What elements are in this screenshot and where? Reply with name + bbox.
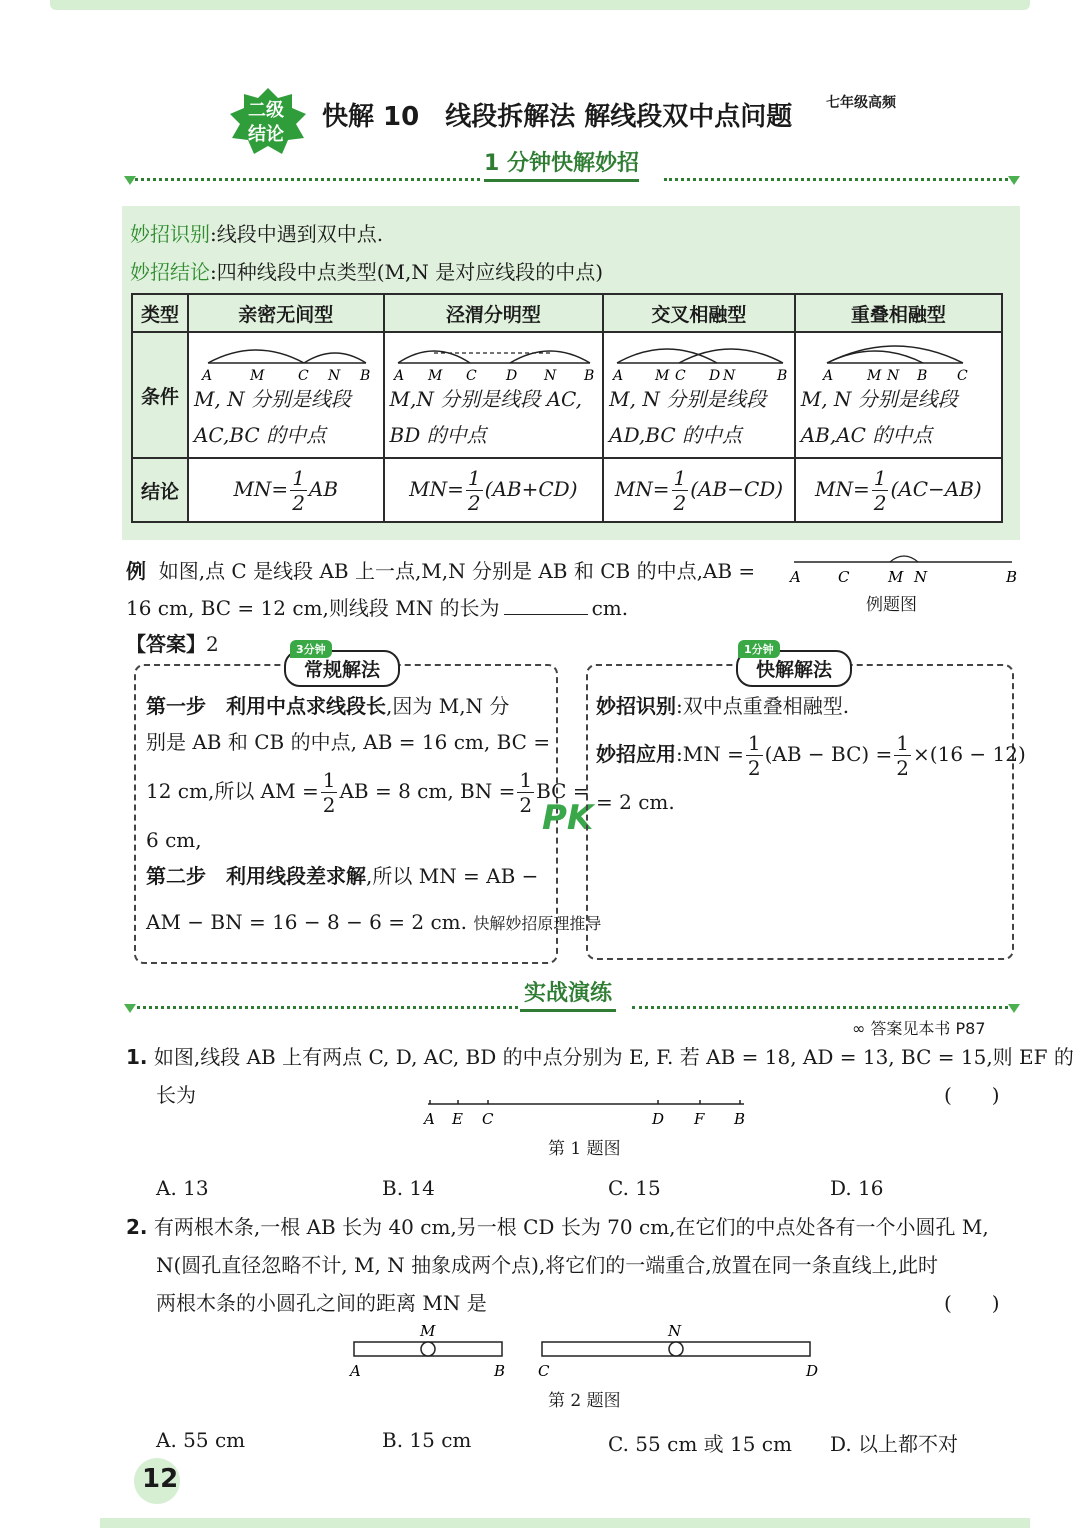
diagram-3 xyxy=(609,341,791,381)
pt-label: B xyxy=(734,1110,746,1128)
conclusion-2: MN= $\frac{1}{2}$ (AB+CD) xyxy=(384,458,604,522)
pt-label: C xyxy=(838,568,850,586)
example-line1 xyxy=(126,555,755,584)
practice-rule-right xyxy=(632,1006,1014,1009)
pt-label: N xyxy=(723,368,736,381)
subtitle: 1 分钟快解妙招 xyxy=(484,146,639,182)
example-line2 xyxy=(126,592,628,621)
type-1: 亲密无间型 xyxy=(188,294,384,332)
pt-label: B xyxy=(916,368,928,381)
pt-label: A xyxy=(201,368,213,381)
example-text-2: 16 cm, BC = 12 cm,则线段 MN 的长为 xyxy=(126,596,500,620)
section-title: 快解 10 线段拆解法 解线段双中点问题 xyxy=(322,102,793,132)
example-text-1: 如图,点 C 是线段 AB 上一点,M,N 分别是 AB 和 CB 的中点,AB = xyxy=(158,559,756,583)
pt-label: B xyxy=(494,1362,506,1380)
normal-method-title: 常规解法 xyxy=(284,650,400,687)
q1-paren: ( ) xyxy=(944,1083,1000,1107)
rule-marker-left xyxy=(124,1004,136,1013)
row-label-type: 类型 xyxy=(132,294,188,332)
example-figure xyxy=(786,550,1022,586)
pt-label: B xyxy=(1006,568,1018,586)
subtitle-rule-left xyxy=(130,178,480,181)
pt-label: N xyxy=(668,1322,682,1340)
conclusion-3: MN= $\frac{1}{2}$ (AB−CD) xyxy=(603,458,795,522)
pt-label: B xyxy=(359,368,371,381)
pt-label: D xyxy=(709,368,721,381)
page-number: 12 xyxy=(142,1464,179,1494)
midpoint-types-table xyxy=(131,293,1003,523)
pt-label: M xyxy=(427,368,442,381)
row-label-condition: 条件 xyxy=(132,332,188,458)
badge-text-2: 结论 xyxy=(248,124,284,145)
pt-label: A xyxy=(350,1362,361,1380)
condition-2-line2: BD 的中点 xyxy=(389,423,487,447)
pt-label: M xyxy=(420,1322,436,1340)
pt-label: N xyxy=(543,368,556,381)
pt-label: M xyxy=(655,368,670,381)
condition-cell-2 xyxy=(384,332,604,458)
condition-cell-4 xyxy=(795,332,1002,458)
pt-label: M xyxy=(866,368,882,381)
row-label-conclusion: 结论 xyxy=(132,458,188,522)
pt-label: M xyxy=(249,368,265,381)
type-2: 泾渭分明型 xyxy=(384,294,604,332)
normal-method-body: 第一步 利用中点求线段长,因为 M,N 分 别是 AB 和 CB 的中点, AB = 16 cm, BC = 12 cm,所以 AM = $\frac{1}{2}$ AB = 8 cm, BN = $\frac{1}{2}$ BC = 6 cm, 第二步 利用线段差求解,所以 MN = AB − AM − BN = 16 − 8 − 6 = 2 cm. 快解妙招原理推导 xyxy=(146,694,602,934)
example-label: 例 xyxy=(126,559,146,583)
condition-1-line1: M, N 分别是线段 xyxy=(193,387,352,411)
condition-cell-1 xyxy=(188,332,384,458)
rule-marker-right xyxy=(1008,1004,1020,1013)
example-text-3: cm. xyxy=(591,596,629,620)
answer-label: 【答案】 xyxy=(126,632,206,656)
pt-label: C xyxy=(297,368,309,381)
trick-conclusion-text: :四种线段中点类型(M,N 是对应线段的中点) xyxy=(210,260,604,284)
q1-caption: 第 1 题图 xyxy=(548,1139,621,1159)
type-4: 重叠相融型 xyxy=(795,294,1002,332)
pt-label: F xyxy=(694,1110,705,1128)
subtitle-rule-right xyxy=(664,178,1014,181)
quick-method-title: 快解解法 xyxy=(736,650,852,687)
pt-label: B xyxy=(777,368,788,381)
q1-option-a[interactable]: A. 13 xyxy=(156,1176,209,1200)
condition-1-line2: AC,BC 的中点 xyxy=(193,423,327,447)
q1-option-b[interactable]: B. 14 xyxy=(382,1176,435,1200)
pt-label: A xyxy=(613,368,624,381)
q2-caption: 第 2 题图 xyxy=(548,1391,621,1411)
condition-2-line1: M,N 分别是线段 AC, xyxy=(389,387,582,411)
answer-blank xyxy=(504,614,588,615)
q2: 2. 有两根木条,一根 AB 长为 40 cm,另一根 CD 长为 70 cm,在它们的中点处各有一个小圆孔 M, N(圆孔直径忽略不计, M, N 抽象成两个点),将它们的一端重合,放置在同一条直线上,此时 两根木条的小圆孔之间的距离 MN 是 xyxy=(126,1215,989,1315)
q2-paren: ( ) xyxy=(944,1291,1000,1315)
q1-figure xyxy=(420,1096,760,1130)
q2-option-b[interactable]: B. 15 cm xyxy=(382,1428,472,1452)
conclusion-1: MN= $\frac{1}{2}$ AB xyxy=(188,458,384,522)
q2-figure xyxy=(346,1320,826,1382)
pt-label: E xyxy=(452,1110,463,1128)
rule-marker-right xyxy=(1008,176,1020,185)
condition-3-line2: AD,BC 的中点 xyxy=(609,423,742,447)
q1-option-c[interactable]: C. 15 xyxy=(608,1176,661,1200)
q1-option-d[interactable]: D. 16 xyxy=(830,1176,884,1200)
grade-tag: 七年级高频 xyxy=(826,96,896,111)
pt-label: N xyxy=(327,368,341,381)
trick-identify-text: :线段中遇到双中点. xyxy=(210,222,384,246)
pk-mark: PK xyxy=(542,798,594,838)
level-badge xyxy=(226,86,310,156)
badge-text-1: 二级 xyxy=(248,100,284,121)
condition-3-line1: M, N 分别是线段 xyxy=(609,387,767,411)
pt-label: D xyxy=(652,1110,665,1128)
top-border xyxy=(50,0,1030,10)
q1: 1. 如图,线段 AB 上有两点 C, D, AC, BD 的中点分别为 E, F. 若 AB = 18, AD = 13, BC = 15,则 EF 的 长为 xyxy=(126,1045,1074,1107)
pt-label: A xyxy=(790,568,801,586)
q2-option-a[interactable]: A. 55 cm xyxy=(156,1428,246,1452)
quick-method-tag: 1分钟 xyxy=(738,640,780,658)
quick-method-body: 妙招识别:双中点重叠相融型. 妙招应用:MN = $\frac{1}{2}$ (AB − BC) = $\frac{1}{2}$ ×(16 − 12) = 2 cm. xyxy=(596,694,1026,814)
derive-note: 快解妙招原理推导 xyxy=(473,914,602,933)
pt-label: C xyxy=(482,1110,494,1128)
trick-conclusion-label: 妙招结论 xyxy=(130,260,210,284)
pt-label: N xyxy=(886,368,899,381)
trick-conclusion xyxy=(130,256,603,285)
q2-option-d[interactable]: D. 以上都不对 xyxy=(830,1432,959,1456)
practice-title: 实战演练 xyxy=(520,976,616,1012)
pt-label: N xyxy=(914,568,928,586)
example-answer xyxy=(126,628,219,657)
trick-identify xyxy=(130,218,383,247)
pt-label: C xyxy=(538,1362,550,1380)
answer-ref: ∞ 答案见本书 P87 xyxy=(852,1019,986,1038)
condition-4-line1: M, N 分别是线段 xyxy=(800,387,958,411)
practice-rule-left xyxy=(130,1006,518,1009)
pt-label: A xyxy=(393,368,404,381)
answer-value: 2 xyxy=(206,632,219,656)
diagram-1 xyxy=(194,341,380,381)
type-3: 交叉相融型 xyxy=(603,294,795,332)
bottom-border xyxy=(100,1518,1030,1528)
example-caption: 例题图 xyxy=(866,595,917,615)
condition-cell-3 xyxy=(603,332,795,458)
q2-option-c[interactable]: C. 55 cm 或 15 cm xyxy=(608,1432,792,1456)
condition-4-line2: AB,AC 的中点 xyxy=(800,423,933,447)
pt-label: D xyxy=(505,368,517,381)
pt-label: C xyxy=(675,368,686,381)
conclusion-4: MN= $\frac{1}{2}$ (AC−AB) xyxy=(795,458,1002,522)
trick-identify-label: 妙招识别 xyxy=(130,222,210,246)
rule-marker-left xyxy=(124,176,136,185)
diagram-2 xyxy=(390,341,600,381)
normal-method-tag: 3分钟 xyxy=(290,640,332,658)
pt-label: D xyxy=(806,1362,819,1380)
pt-label: C xyxy=(465,368,477,381)
pt-label: B xyxy=(583,368,594,381)
pt-label: C xyxy=(956,368,968,381)
pt-label: A xyxy=(424,1110,435,1128)
pt-label: A xyxy=(822,368,833,381)
pt-label: M xyxy=(888,568,904,586)
diagram-4 xyxy=(801,341,997,381)
link-icon: ∞ xyxy=(852,1019,871,1038)
